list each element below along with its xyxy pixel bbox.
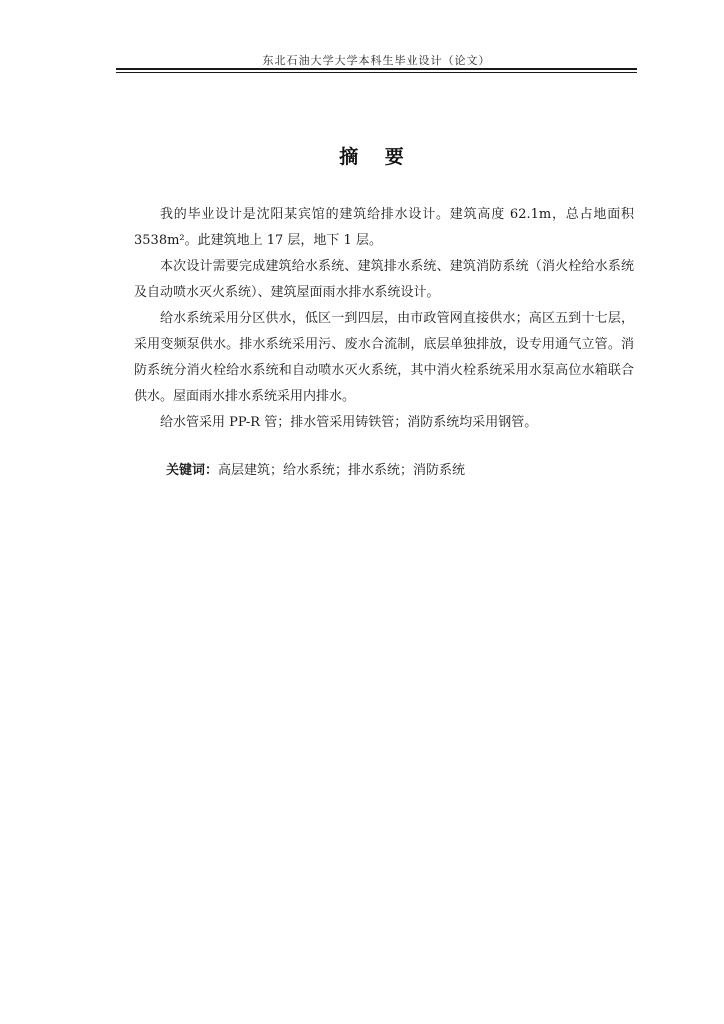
keywords-value: 高层建筑；给水系统；排水系统；消防系统 (218, 463, 466, 478)
abstract-paragraph-1: 我的毕业设计是沈阳某宾馆的建筑给排水设计。建筑高度 62.1m，总占地面积 3538m²。此建筑地上 17 层，地下 1 层。 (134, 207, 634, 248)
abstract-paragraph-2: 本次设计需要完成建筑给水系统、建筑排水系统、建筑消防系统（消火栓给水系统及自动喷水灭火系统）、建筑屋面雨水排水系统设计。 (134, 259, 634, 300)
keywords-line (166, 458, 465, 484)
abstract-title: 摘 要 (339, 146, 414, 168)
running-header: 东北石油大学大学本科生毕业设计（论文） (262, 54, 491, 67)
keywords-label: 关键词： (166, 463, 219, 478)
header-rule-thin (116, 72, 637, 73)
abstract-paragraph-4: 给水管采用 PP-R 管；排水管采用铸铁管；消防系统均采用钢管。 (160, 415, 538, 430)
abstract-paragraph-3: 给水系统采用分区供水，低区一到四层，由市政管网直接供水；高区五到十七层，采用变频泵供水。排水系统采用污、废水合流制，底层单独排放，设专用通气立管。消防系统分消火栓给水系统和自动喷水灭火系统，其中消火栓系统采用水泵高位水箱联合供水。屋面雨水排水系统采用内排水。 (134, 311, 634, 404)
abstract-body (134, 202, 634, 436)
header-rule-thick (116, 68, 637, 70)
